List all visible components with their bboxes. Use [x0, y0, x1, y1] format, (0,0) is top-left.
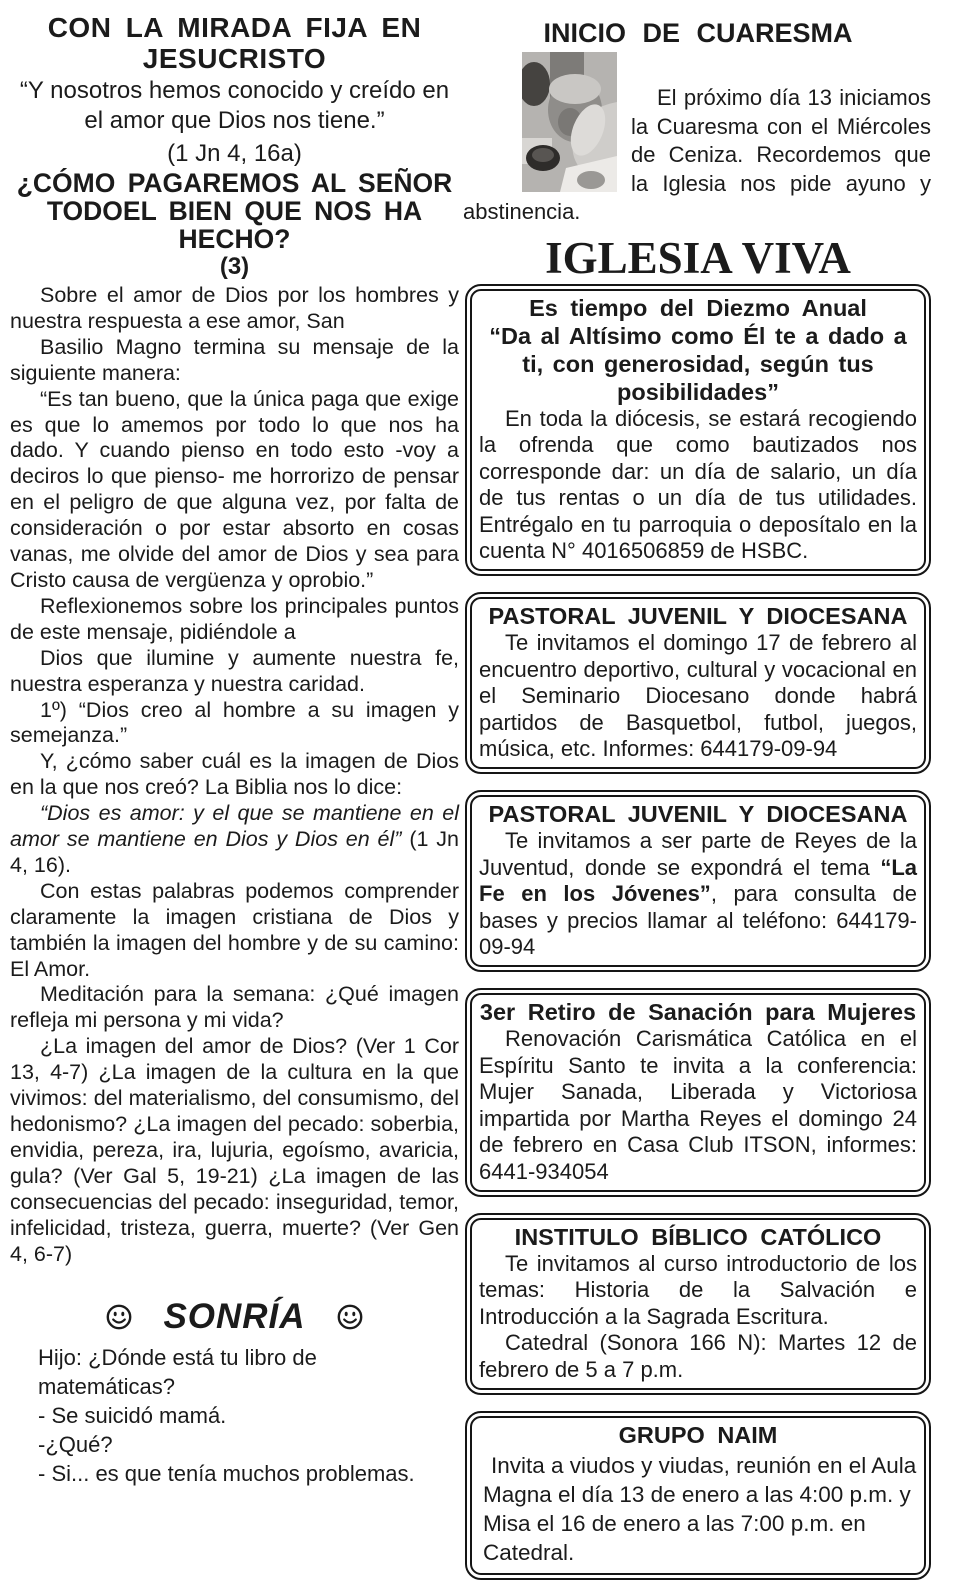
paragraph: Sobre el amor de Dios por los hombres y nuestra respuesta a ese amor, San [10, 283, 459, 333]
part-number: (3) [219, 253, 250, 280]
paragraph: Meditación para la semana: ¿Qué imagen refleja mi persona y mi vida? [10, 982, 459, 1033]
announcement-title: 3er Retiro de Sanación para Mujeres [479, 999, 917, 1025]
question-title: ¿CÓMO PAGAREMOS AL SEÑOR TODOEL BIEN QUE NOS HA HECHO? [16, 168, 453, 254]
joke-section [10, 1343, 459, 1488]
joke-line: -¿Qué? [38, 1432, 113, 1458]
body-text-post: , para consulta de bases y precios llamar al teléfono: 644179-09-94 [479, 881, 917, 960]
announcement-box-diezmo [465, 284, 931, 577]
announcement-title: PASTORAL JUVENIL Y DIOCESANA [488, 603, 908, 630]
left-column [10, 8, 459, 1488]
iglesia-viva-title: IGLESIA VIVA [545, 232, 851, 283]
smiley-icon [105, 1303, 133, 1331]
page-title: CON LA MIRADA FIJA EN JESUCRISTO [47, 12, 422, 74]
cuaresma-title: INICIO DE CUARESMA [543, 18, 853, 48]
announcement-body: Te invitamos el domingo 17 de febrero al encuentro deportivo, cultural y vocacional en el Seminario Diocesano donde habrá partidos de Basquetbol, futbol, juegos, música, etc. Informes: 644179-09-94 [479, 630, 917, 762]
smiley-icon [336, 1303, 364, 1331]
announcement-box-pastoral-reyes [465, 790, 931, 972]
announcement-box-naim [465, 1411, 931, 1580]
article-body [10, 283, 459, 1267]
joke-line: Hijo: ¿Dónde está tu libro de matemáticas? [38, 1345, 317, 1400]
announcement-title: GRUPO NAIM [618, 1421, 778, 1448]
verse-reference: (1 Jn 4, 16a) [167, 140, 302, 167]
paragraph: Dios que ilumine y aumente nuestra fe, nuestra esperanza y nuestra caridad. [10, 645, 459, 696]
cuaresma-text: El próximo día 13 iniciamos la Cuaresma con el Miércoles de Ceniza. Recordemos que la Iglesia nos pide ayuno y abstinencia. [463, 85, 931, 224]
announcement-title: Es tiempo del Diezmo Anual [529, 294, 867, 321]
joke-line: - Se suicidó mamá. [38, 1403, 227, 1429]
announcement-subtitle: “Da al Altísimo como Él te a dado a ti, con generosidad, según tus posibilidades” [489, 322, 907, 405]
announcement-box-retiro [465, 988, 931, 1197]
announcement-body: Catedral (Sonora 166 N): Martes 12 de febrero de 5 a 7 p.m. [479, 1330, 917, 1382]
announcement-body: Invita a viudos y viudas, reunión en el Aula Magna el día 13 de enero a las 4:00 p.m. y Misa el 16 de enero a las 7:00 p.m. en Catedral. [483, 1452, 917, 1565]
announcement-title: INSTITULO BÍBLICO CATÓLICO [514, 1223, 882, 1250]
bible-quote-reference: (1 Jn 4, 16). [10, 827, 459, 877]
subtitle-quote: “Y nosotros hemos conocido y creído en el amor que Dios nos tiene.” [19, 77, 450, 134]
sonria-header [10, 1297, 459, 1337]
announcement-box-pastoral-encuentro [465, 592, 931, 774]
paragraph: ¿La imagen del amor de Dios? (Ver 1 Cor 13, 4-7) ¿La imagen de la cultura en la que vivimos: del materialismo, del consumismo, del hedonismo? ¿La imagen del pecado: soberbia, envidia, pereza, ira, lujuria, egoísmo, avaricia, gula? (Ver Gal 5, 19-21) ¿La imagen de las consecuencias del pecado: inseguridad, temor, infelicidad, tristeza, guerra, muerte? (Ver Gen 4, 6-7) [10, 1034, 459, 1266]
paragraph: Basilio Magno termina su mensaje de la siguiente manera: [10, 334, 459, 385]
body-text-pre: Te invitamos a ser parte de Reyes de la Juventud, donde se expondrá el tema [479, 828, 917, 880]
announcement-box-instituto [465, 1213, 931, 1395]
announcement-title: PASTORAL JUVENIL Y DIOCESANA [488, 801, 908, 828]
right-column [463, 10, 933, 1596]
cuaresma-block [463, 50, 933, 227]
paragraph: 1º) “Dios creo al hombre a su imagen y semejanza.” [10, 697, 459, 748]
body-text-bold: “La Fe en los Jóvenes” [479, 854, 917, 907]
announcement-body: Renovación Carismática Católica en el Espíritu Santo te invita a la conferencia: Mujer Sanada, Liberada y Victoriosa impartida por Martha Reyes el domingo 24 de febrero en Casa Club ITSON, informes: 6441-934054 [479, 1026, 917, 1184]
announcement-body [479, 828, 917, 961]
paragraph: Con estas palabras podemos comprender claramente la imagen cristiana de Dios y también la imagen del hombre y de su camino: El Amor. [10, 878, 459, 981]
bible-quote-paragraph [10, 801, 459, 879]
paragraph: “Es tan bueno, que la única paga que exige es que lo amemos por todo lo que nos ha dado. Y cuando pienso en todo esto -voy a deciros lo que pienso- me horrorizo de pensar en el peligro de que alguna vez, por falta de consideración o por estar absorto en cosas vanas, me olvide del amor de Dios y sea para Cristo causa de vergüenza y oprobio.” [10, 386, 459, 592]
paragraph: Reflexionemos sobre los principales puntos de este mensaje, pidiéndole a [10, 593, 459, 644]
paragraph: Y, ¿cómo saber cuál es la imagen de Dios en la que nos creó? La Biblia nos lo dice: [10, 749, 459, 800]
announcement-body: Te invitamos al curso introductorio de los temas: Historia de la Salvación e Introducción a la Sagrada Escritura. [479, 1250, 917, 1329]
joke-line: - Si... es que tenía muchos problemas. [38, 1461, 415, 1487]
ash-wednesday-photo [522, 52, 617, 192]
bible-quote: “Dios es amor: y el que se mantiene en el amor se mantiene en Dios y Dios en él” [10, 801, 459, 852]
sonria-title: SONRÍA [163, 1297, 306, 1337]
announcement-body: En toda la diócesis, se estará recogiendo la ofrenda que como bautizados nos corresponde dar: un día de salario, un día de tus rentas o un día de tus utilidades. Entrégalo en tu parroquia o deposítalo en la cuenta N° 4016506859 de HSBC. [479, 405, 917, 564]
